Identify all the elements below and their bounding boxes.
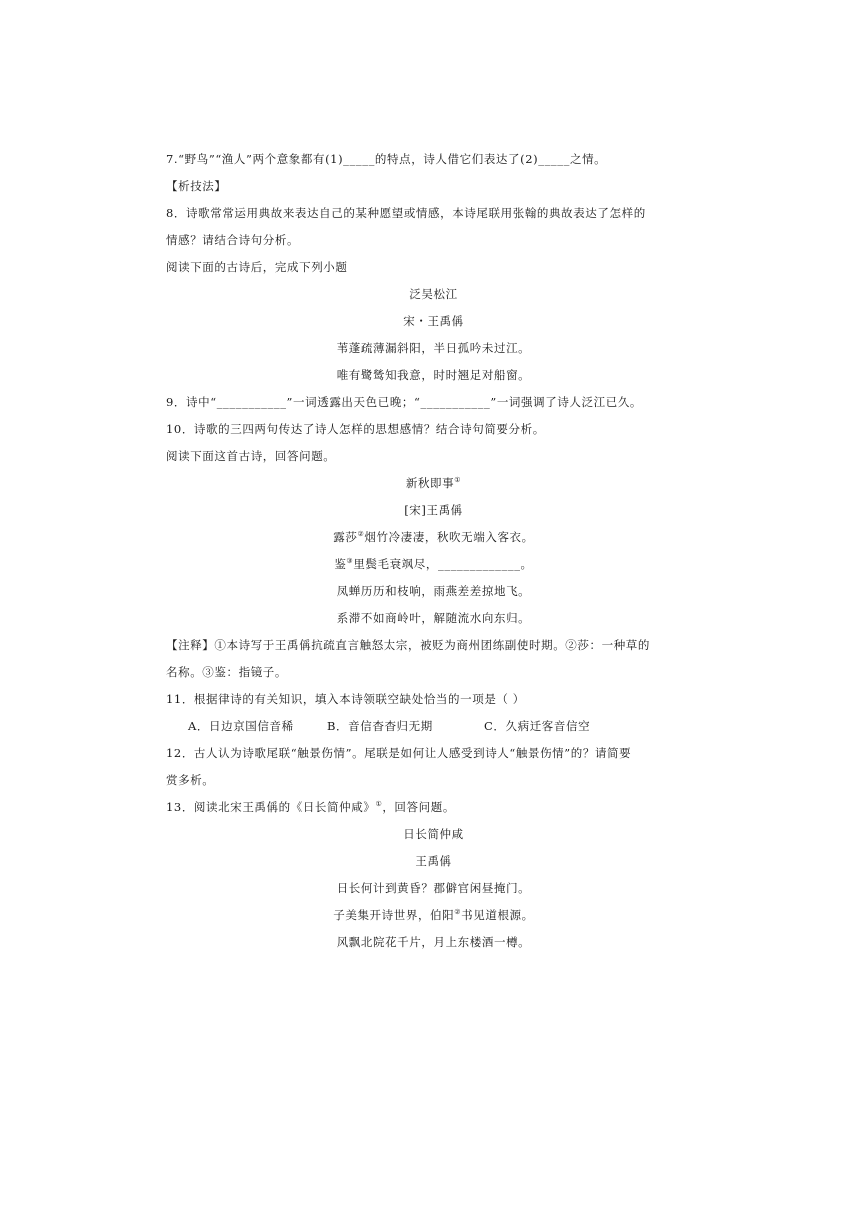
poem-2-title-text: 新秋即事 <box>405 476 455 490</box>
poem-2-line-3: 凤蝉历历和枝响，雨燕差差掠地飞。 <box>336 584 531 598</box>
question-12-line-2: 赏多析。 <box>166 773 215 787</box>
reading-instruction-2: 阅读下面这首古诗，回答问题。 <box>166 449 336 463</box>
poem-1-author: 宋・王禹偁 <box>403 314 464 328</box>
poem-3-line-2-head: 子美集开诗世界，伯阳 <box>333 908 455 922</box>
poem-3-line-2-note-mark: ② <box>454 908 462 916</box>
poem-1-title: 泛吴松江 <box>409 287 458 301</box>
question-13-head: 13．阅读北宋王禹偁的《日长简仲咸》 <box>166 800 376 814</box>
question-9: 9．诗中“___________”一词透露出天色已晚；“___________”一词强调了诗人泛江已久。 <box>166 395 643 409</box>
question-13-note-mark: ① <box>375 800 383 808</box>
annotation-line-2: 名称。③鉴：指镜子。 <box>166 665 287 679</box>
option-a: A．日边京国信音稀 <box>188 719 294 733</box>
poem-2-author: [宋]王禹偁 <box>404 503 463 517</box>
reading-instruction-1: 阅读下面的古诗后，完成下列小题 <box>166 260 348 274</box>
option-c: C．久病迁客音信空 <box>484 719 591 733</box>
poem-1-line-1: 苇蓬疏薄漏斜阳，半日孤吟未过江。 <box>336 341 531 355</box>
question-8-line-1: 8．诗歌常常运用典故来表达自己的某种愿望或情感，本诗尾联用张翰的典故表达了怎样的 <box>166 206 646 220</box>
poem-2-line-1 <box>0 529 867 545</box>
poem-2-line-4: 系滞不如商岭叶，解随流水向东归。 <box>336 611 531 625</box>
poem-3-title: 日长简仲咸 <box>403 827 464 841</box>
annotation-line-1: 【注释】①本诗写于王禹偁抗疏直言触怒太宗，被贬为商州团练副使时期。②莎：一种草的 <box>166 638 650 652</box>
section-heading-analysis: 【析技法】 <box>166 179 227 193</box>
question-12-line-1: 12．古人认为诗歌尾联“触景伤情”。尾联是如何让人感受到诗人“触景伤情”的？请简要 <box>166 746 632 760</box>
poem-2-line-2-note-mark: ③ <box>346 557 354 565</box>
poem-3-line-2-tail: 书见道根源。 <box>461 908 534 922</box>
poem-1-line-2: 唯有鹭鸶知我意，时时翘足对船窗。 <box>336 368 531 382</box>
question-7: 7.“野鸟”“渔人”两个意象都有(1)_____的特点，诗人借它们表达了(2)_____之情。 <box>166 152 607 166</box>
question-13 <box>0 799 867 815</box>
question-13-tail: ，回答问题。 <box>382 800 455 814</box>
poem-2-title <box>0 475 867 491</box>
poem-3-line-2 <box>0 907 867 923</box>
poem-2-line-1-head: 露莎 <box>333 530 358 544</box>
poem-2-line-2-head: 鉴 <box>334 557 347 571</box>
poem-2-line-2-tail: 里鬓毛衰飒尽，_____________。 <box>353 557 533 571</box>
poem-2-title-note-mark: ① <box>454 476 462 484</box>
question-8-line-2: 情感？请结合诗句分析。 <box>166 233 300 247</box>
poem-2-line-1-note-mark: ② <box>357 530 365 538</box>
poem-2-line-2 <box>0 556 867 572</box>
question-11: 11．根据律诗的有关知识，填入本诗领联空缺处恰当的一项是（ ） <box>166 692 525 706</box>
poem-3-line-3: 风飘北院花千片，月上东楼酒一樽。 <box>336 935 531 949</box>
poem-3-author: 王禹偁 <box>415 854 452 868</box>
question-10: 10．诗歌的三四两句传达了诗人怎样的思想感情？结合诗句简要分析。 <box>166 422 545 436</box>
poem-3-line-1: 日长何计到黄昏？郡僻官闲昼掩门。 <box>336 881 531 895</box>
poem-2-line-1-tail: 烟竹冷凄凄，秋吹无端入客衣。 <box>364 530 534 544</box>
option-b: B．音信杳杳归无期 <box>327 719 433 733</box>
question-11-options <box>0 718 867 734</box>
